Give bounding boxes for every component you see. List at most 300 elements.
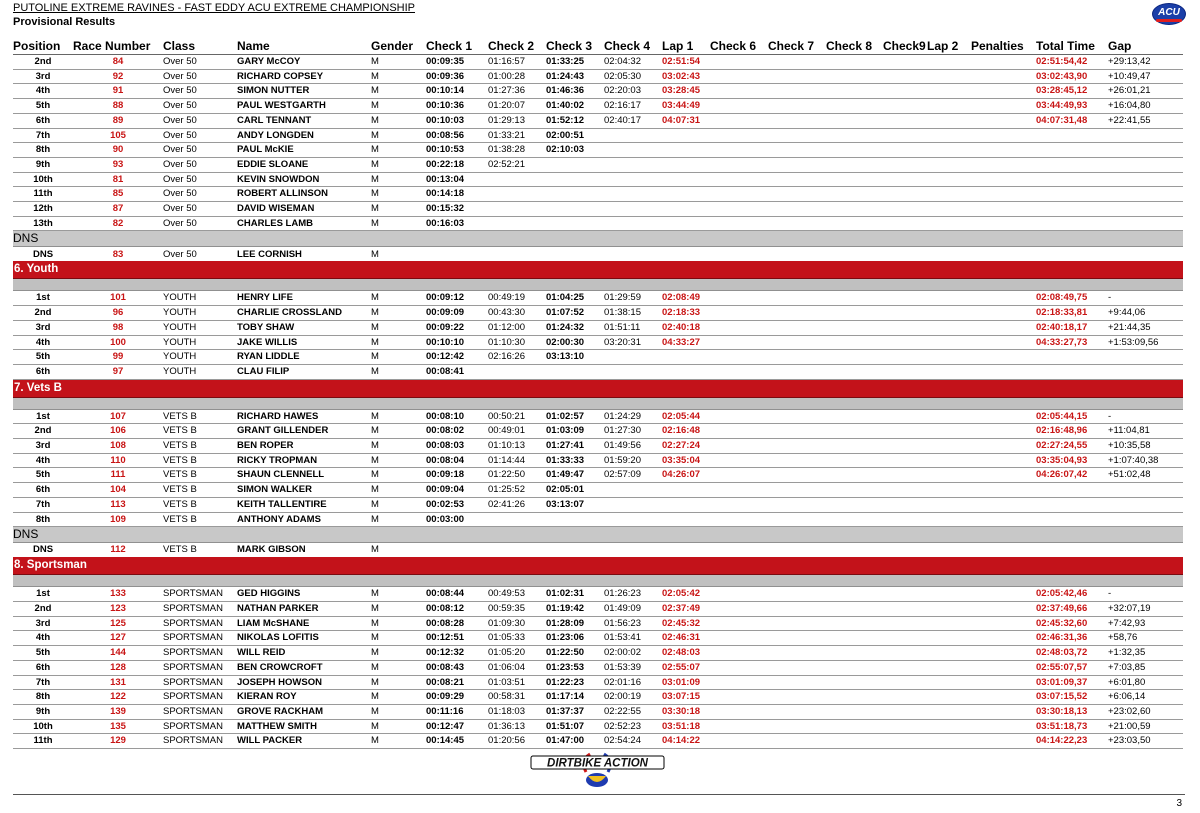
class-cell: Over 50 [163,202,237,217]
event-title: PUTOLINE EXTREME RAVINES - FAST EDDY ACU EXTREME CHAMPIONSHIP [13,2,415,14]
dns-row [13,247,1183,262]
check9-cell [883,734,927,749]
check4-cell: 01:29:59 [604,291,662,306]
result-row [13,660,1183,675]
rider-name-cell: CARL TENNANT [237,113,371,128]
check2-cell: 00:49:01 [488,424,546,439]
check3-cell [546,172,604,187]
position-cell: 11th [13,734,73,749]
check8-cell [826,734,883,749]
total-time-cell: 02:16:48,96 [1036,424,1108,439]
total-time-cell [1036,497,1108,512]
check3-cell [546,157,604,172]
gap-cell: +21:44,35 [1108,320,1183,335]
class-cell: YOUTH [163,335,237,350]
check8-cell [826,646,883,661]
check8-cell [826,364,883,379]
check9-cell [883,291,927,306]
class-cell: Over 50 [163,157,237,172]
section-spacer-row [13,279,1183,291]
lap1-cell: 02:05:44 [662,409,710,424]
check1-cell: 00:08:04 [426,453,488,468]
class-cell: Over 50 [163,113,237,128]
gap-cell: +7:42,93 [1108,616,1183,631]
gender-cell: M [371,55,426,70]
result-row [13,483,1183,498]
gender-cell: M [371,157,426,172]
position-cell: 6th [13,364,73,379]
check9-cell [883,543,927,558]
check6-cell [710,631,768,646]
position-cell: 1st [13,291,73,306]
check2-cell: 01:14:44 [488,453,546,468]
class-cell: VETS B [163,439,237,454]
check4-cell: 02:01:16 [604,675,662,690]
check8-cell [826,512,883,527]
position-cell: 1st [13,409,73,424]
gender-cell: M [371,172,426,187]
column-header: Check 4 [604,38,662,55]
rider-name-cell: MATTHEW SMITH [237,719,371,734]
race-number-cell: 106 [73,424,163,439]
race-number-cell: 123 [73,601,163,616]
lap2-cell [927,335,971,350]
check2-cell: 01:10:30 [488,335,546,350]
gender-cell: M [371,350,426,365]
gap-cell: +9:44,06 [1108,306,1183,321]
rider-name-cell: KEITH TALLENTIRE [237,497,371,512]
class-cell: VETS B [163,409,237,424]
result-row [13,172,1183,187]
check6-cell [710,497,768,512]
class-cell: SPORTSMAN [163,719,237,734]
check7-cell [768,483,826,498]
lap1-cell: 02:45:32 [662,616,710,631]
lap2-cell [927,660,971,675]
class-cell: SPORTSMAN [163,616,237,631]
check8-cell [826,157,883,172]
check8-cell [826,409,883,424]
gap-cell: - [1108,291,1183,306]
race-number-cell: 88 [73,99,163,114]
check9-cell [883,690,927,705]
check3-cell: 01:03:09 [546,424,604,439]
check7-cell [768,439,826,454]
lap1-cell [662,172,710,187]
class-cell: VETS B [163,424,237,439]
lap2-cell [927,704,971,719]
check3-cell: 01:33:33 [546,453,604,468]
check6-cell [710,69,768,84]
race-number-cell: 105 [73,128,163,143]
total-time-cell [1036,172,1108,187]
check4-cell: 02:05:30 [604,69,662,84]
check9-cell [883,143,927,158]
check6-cell [710,734,768,749]
check1-cell: 00:10:36 [426,99,488,114]
lap1-cell: 02:37:49 [662,601,710,616]
lap2-cell [927,143,971,158]
check7-cell [768,157,826,172]
column-header: Check9 [883,39,926,53]
penalties-cell [971,291,1036,306]
lap1-cell: 04:14:22 [662,734,710,749]
lap1-cell: 04:07:31 [662,113,710,128]
gender-cell: M [371,143,426,158]
rider-name-cell: ANDY LONGDEN [237,128,371,143]
gap-cell [1108,128,1183,143]
lap1-cell [662,157,710,172]
check2-cell: 01:00:28 [488,69,546,84]
check7-cell [768,306,826,321]
check7-cell [768,84,826,99]
check6-cell [710,99,768,114]
check4-cell: 02:04:32 [604,55,662,70]
race-number-cell: 128 [73,660,163,675]
lap1-cell: 02:05:42 [662,587,710,602]
rider-name-cell: CHARLES LAMB [237,216,371,231]
check1-cell: 00:08:44 [426,587,488,602]
class-cell: VETS B [163,468,237,483]
check4-cell [604,172,662,187]
check3-cell: 02:00:30 [546,335,604,350]
check6-cell [710,468,768,483]
check8-cell [826,587,883,602]
check1-cell: 00:14:18 [426,187,488,202]
race-number-cell: 96 [73,306,163,321]
race-number-cell: 85 [73,187,163,202]
position-cell: 4th [13,84,73,99]
check7-cell [768,69,826,84]
gap-cell: +1:07:40,38 [1108,453,1183,468]
lap2-cell [927,306,971,321]
penalties-cell [971,631,1036,646]
gap-cell: +16:04,80 [1108,99,1183,114]
result-row [13,646,1183,661]
section-spacer-row [13,397,1183,409]
column-header: Lap 1 [662,38,710,55]
gender-cell: M [371,675,426,690]
class-cell: VETS B [163,483,237,498]
spacer-cell [13,397,1183,409]
check3-cell [546,187,604,202]
column-header: Class [163,38,237,55]
check6-cell [710,172,768,187]
check1-cell: 00:08:12 [426,601,488,616]
check7-cell [768,512,826,527]
position-cell: DNS [32,248,54,260]
check1-cell: 00:09:35 [426,55,488,70]
penalties-cell [971,99,1036,114]
check8-cell [826,690,883,705]
gap-cell: +26:01,21 [1108,84,1183,99]
check6-cell [710,409,768,424]
gap-cell: +29:13,42 [1108,55,1183,70]
section-spacer-row [13,575,1183,587]
lap1-cell [662,512,710,527]
check4-cell: 02:40:17 [604,113,662,128]
result-row [13,202,1183,217]
spacer-cell [13,575,1183,587]
check6-cell [710,55,768,70]
position-cell: 10th [13,172,73,187]
penalties-cell [971,616,1036,631]
check6-cell [710,84,768,99]
check7-cell [768,453,826,468]
check3-cell: 01:52:12 [546,113,604,128]
result-row [13,439,1183,454]
check1-cell: 00:08:10 [426,409,488,424]
result-row [13,113,1183,128]
position-cell: 8th [13,512,73,527]
check8-cell [826,320,883,335]
position-cell: 5th [13,646,73,661]
check9-cell [883,468,927,483]
check9-cell [883,483,927,498]
gap-cell [1108,364,1183,379]
result-row [13,616,1183,631]
check8-cell [826,543,883,558]
lap2-cell [927,512,971,527]
check2-cell: 01:29:13 [488,113,546,128]
race-number-cell: 135 [73,719,163,734]
check4-cell: 02:22:55 [604,704,662,719]
total-time-cell [1036,364,1108,379]
check2-cell: 01:27:36 [488,84,546,99]
class-cell: SPORTSMAN [163,690,237,705]
check2-cell: 01:38:28 [488,143,546,158]
position-cell: 2nd [13,55,73,70]
penalties-cell [971,306,1036,321]
lap2-cell [927,439,971,454]
check8-cell [826,202,883,217]
lap1-cell [662,543,710,558]
results-table [13,38,1183,749]
class-cell: YOUTH [163,291,237,306]
rider-name-cell: RYAN LIDDLE [237,350,371,365]
gap-cell: +10:49,47 [1108,69,1183,84]
lap2-cell [927,187,971,202]
check3-cell: 02:00:51 [546,128,604,143]
check4-cell: 01:51:11 [604,320,662,335]
race-number-cell: 111 [73,468,163,483]
rider-name-cell: PAUL WESTGARTH [237,99,371,114]
check1-cell: 00:09:22 [426,320,488,335]
check3-cell [546,364,604,379]
race-number-cell: 144 [73,646,163,661]
check7-cell [768,675,826,690]
race-number-cell: 92 [73,69,163,84]
check3-cell: 03:13:07 [546,497,604,512]
rider-name-cell: RICKY TROPMAN [237,453,371,468]
section-title: 8. Sportsman [13,557,1183,575]
total-time-cell: 04:14:22,23 [1036,734,1108,749]
check4-cell: 02:57:09 [604,468,662,483]
rider-name-cell: NATHAN PARKER [237,601,371,616]
dns-group-row [13,231,1183,247]
check1-cell: 00:13:04 [426,172,488,187]
penalties-cell [971,543,1036,558]
check9-cell [883,113,927,128]
check4-cell: 01:38:15 [604,306,662,321]
penalties-cell [971,172,1036,187]
check4-cell: 01:59:20 [604,453,662,468]
check1-cell: 00:10:03 [426,113,488,128]
total-time-cell: 04:33:27,73 [1036,335,1108,350]
check9-cell [883,335,927,350]
check7-cell [768,364,826,379]
check2-cell: 01:10:13 [488,439,546,454]
check3-cell: 01:04:25 [546,291,604,306]
check6-cell [710,660,768,675]
check3-cell: 01:40:02 [546,99,604,114]
column-header: Check 8 [826,38,883,55]
total-time-cell [1036,483,1108,498]
check8-cell [826,99,883,114]
result-row [13,468,1183,483]
column-header: Lap 2 [927,38,971,55]
race-number-cell: 81 [73,172,163,187]
column-header: Penalties [971,38,1036,55]
penalties-cell [971,187,1036,202]
check7-cell [768,335,826,350]
check6-cell [710,157,768,172]
lap1-cell: 02:48:03 [662,646,710,661]
position-cell: 6th [13,113,73,128]
check6-cell [710,187,768,202]
check4-cell [604,247,662,262]
check8-cell [826,660,883,675]
check6-cell [710,364,768,379]
check7-cell [768,468,826,483]
gender-cell: M [371,335,426,350]
rider-name-cell: DAVID WISEMAN [237,202,371,217]
check3-cell: 02:10:03 [546,143,604,158]
position-cell: 2nd [13,424,73,439]
check4-cell: 03:20:31 [604,335,662,350]
check8-cell [826,335,883,350]
gender-cell: M [371,69,426,84]
gap-cell [1108,543,1183,558]
acu-logo-text: ACU [1158,7,1180,18]
check3-cell: 01:33:25 [546,55,604,70]
lap1-cell: 03:07:15 [662,690,710,705]
lap2-cell [927,646,971,661]
position-cell: 3rd [13,69,73,84]
footer-logo-text: DIRTBIKE ACTION [547,757,648,770]
race-number-cell: 107 [73,409,163,424]
check8-cell [826,350,883,365]
check8-cell [826,84,883,99]
check7-cell [768,704,826,719]
results-body [13,55,1183,749]
check1-cell: 00:09:36 [426,69,488,84]
rider-name-cell: SIMON WALKER [237,483,371,498]
position-cell: 6th [13,660,73,675]
results-status: Provisional Results [13,16,116,28]
check6-cell [710,675,768,690]
check7-cell [768,187,826,202]
check8-cell [826,601,883,616]
check4-cell [604,157,662,172]
lap1-cell: 02:08:49 [662,291,710,306]
check1-cell: 00:03:00 [426,512,488,527]
check3-cell: 01:22:23 [546,675,604,690]
column-header: Gender [371,38,426,55]
check2-cell [488,543,546,558]
gap-cell [1108,143,1183,158]
lap1-cell: 03:30:18 [662,704,710,719]
check1-cell: 00:08:03 [426,439,488,454]
gender-cell: M [371,512,426,527]
gap-cell: +22:41,55 [1108,113,1183,128]
lap1-cell: 02:55:07 [662,660,710,675]
lap2-cell [927,113,971,128]
gender-cell: M [371,409,426,424]
gap-cell [1108,247,1183,262]
check2-cell: 00:49:19 [488,291,546,306]
check9-cell [883,409,927,424]
class-cell: VETS B [163,497,237,512]
check2-cell: 01:18:03 [488,704,546,719]
lap2-cell [927,468,971,483]
position-cell: 7th [13,497,73,512]
race-number-cell: 110 [73,453,163,468]
gap-cell: +58,76 [1108,631,1183,646]
race-number-cell: 83 [112,248,124,260]
lap1-cell: 03:44:49 [662,99,710,114]
check1-cell: 00:10:53 [426,143,488,158]
check9-cell [883,202,927,217]
check8-cell [826,55,883,70]
check1-cell: 00:16:03 [426,216,488,231]
rider-name-cell: ANTHONY ADAMS [237,512,371,527]
race-number-cell: 91 [73,84,163,99]
check7-cell [768,172,826,187]
check6-cell [710,616,768,631]
check8-cell [826,424,883,439]
total-time-cell: 02:37:49,66 [1036,601,1108,616]
check1-cell: 00:02:53 [426,497,488,512]
gender-cell: M [371,646,426,661]
lap2-cell [927,497,971,512]
check3-cell: 01:24:32 [546,320,604,335]
class-cell: YOUTH [163,364,237,379]
acu-logo [1152,3,1186,25]
check8-cell [826,113,883,128]
check2-cell: 01:03:51 [488,675,546,690]
position-cell: 5th [13,99,73,114]
class-cell: YOUTH [163,306,237,321]
check6-cell [710,512,768,527]
rider-name-cell: LEE CORNISH [237,248,302,260]
check2-cell: 01:33:21 [488,128,546,143]
penalties-cell [971,704,1036,719]
check2-cell [488,247,546,262]
check2-cell [488,216,546,231]
check8-cell [826,216,883,231]
result-row [13,690,1183,705]
check1-cell: 00:08:21 [426,675,488,690]
rider-name-cell: PAUL McKIE [237,143,371,158]
check8-cell [826,719,883,734]
total-time-cell: 02:27:24,55 [1036,439,1108,454]
check9-cell [883,84,927,99]
check9-cell [883,69,927,84]
check9-cell [883,587,927,602]
check8-cell [826,69,883,84]
column-header: Check 6 [710,38,768,55]
